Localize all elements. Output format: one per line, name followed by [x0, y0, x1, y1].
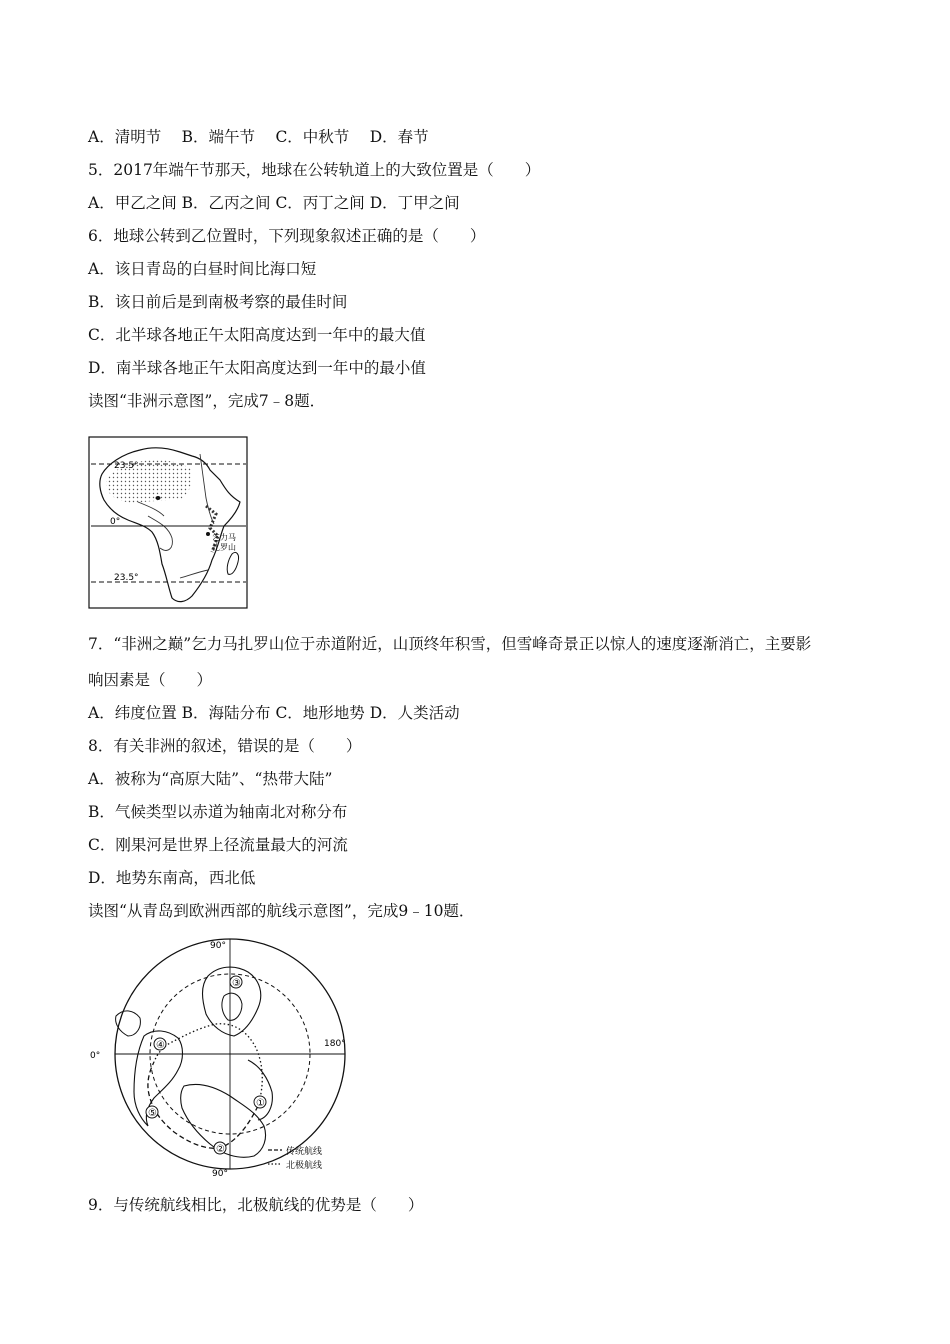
- q6-option-a: A．该日青岛的白昼时间比海口短: [88, 260, 317, 278]
- lon-right-label: 180°: [324, 1039, 346, 1049]
- lon-top-label: 90°: [210, 941, 226, 951]
- lat-north-label: 23.5°: [114, 461, 139, 471]
- q6-option-c: C．北半球各地正午太阳高度达到一年中的最大值: [88, 326, 426, 344]
- lon-left-label: 0°: [90, 1051, 101, 1061]
- q8-option-c: C．刚果河是世界上径流量最大的河流: [88, 836, 348, 854]
- q8-option-d: D．地势东南高，西北低: [88, 869, 256, 887]
- africa-map-intro: 读图“非洲示意图”，完成7﹣8题．: [88, 392, 326, 410]
- equator-label: 0°: [110, 517, 121, 527]
- polar-map-intro: 读图“从青岛到欧洲西部的航线示意图”，完成9﹣10题．: [88, 902, 475, 920]
- legend-traditional: 传统航线: [286, 1147, 323, 1157]
- marker-4: ④: [156, 1040, 165, 1051]
- q8-option-b: B．气候类型以赤道为轴南北对称分布: [88, 803, 348, 821]
- polar-route-map: [88, 936, 350, 1178]
- marker-2: ②: [216, 1144, 225, 1155]
- q5-stem: 5．2017年端午节那天，地球在公转轨道上的大致位置是（ ）: [88, 161, 541, 179]
- q6-option-d: D．南半球各地正午太阳高度达到一年中的最小值: [88, 359, 426, 377]
- kilimanjaro-label-1: 乞力马: [212, 533, 236, 542]
- q7-stem-line2: 响因素是（ ）: [88, 671, 213, 689]
- q9-stem: 9．与传统航线相比，北极航线的优势是（ ）: [88, 1196, 424, 1214]
- q7-stem-line1: 7．“非洲之巅”乞力马扎罗山位于赤道附近，山顶终年积雪，但雪峰奇景正以惊人的速度逐渐消亡，主要影: [88, 635, 812, 653]
- marker-3: ③: [232, 978, 241, 989]
- q6-option-b: B．该日前后是到南极考察的最佳时间: [88, 293, 348, 311]
- q8-stem: 8．有关非洲的叙述，错误的是（ ）: [88, 737, 362, 755]
- lon-bottom-label: 90°: [212, 1169, 228, 1178]
- lat-south-label: 23.5°: [114, 573, 139, 583]
- q4-options: A．清明节 B．端午节 C．中秋节 D．春节: [88, 128, 429, 146]
- legend-arctic: 北极航线: [286, 1161, 323, 1171]
- q5-options: A．甲乙之间 B．乙丙之间 C．丙丁之间 D．丁甲之间: [88, 194, 460, 212]
- africa-map: [88, 436, 250, 610]
- marker-1: ①: [256, 1098, 265, 1109]
- marker-5: ⑤: [148, 1108, 157, 1119]
- kilimanjaro-label-2: 扎罗山: [212, 543, 236, 552]
- q6-stem: 6．地球公转到乙位置时，下列现象叙述正确的是（ ）: [88, 227, 486, 245]
- q8-option-a: A．被称为“高原大陆”、“热带大陆”: [88, 770, 333, 788]
- q7-options: A．纬度位置 B．海陆分布 C．地形地势 D．人类活动: [88, 704, 460, 722]
